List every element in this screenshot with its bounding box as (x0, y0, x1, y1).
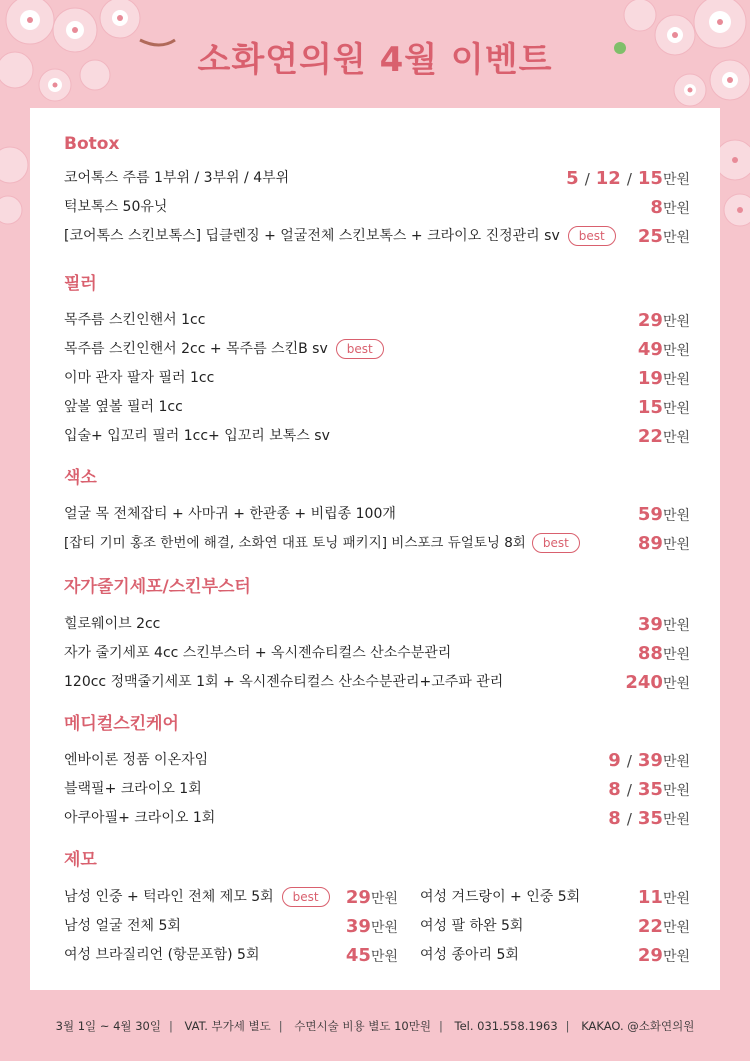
list-item (64, 639, 690, 668)
kakao-id: KAKAO. @소화연의원 (581, 1019, 695, 1033)
list-item (64, 164, 690, 193)
item-label: 여성 브라질리언 (항문포함) 5회 (64, 947, 260, 963)
list-item (64, 500, 690, 529)
item-price: 39만원 (345, 916, 398, 937)
item-label: 목주름 스킨인핸서 1cc (64, 312, 206, 328)
list-item (420, 912, 690, 941)
list-item (64, 422, 690, 451)
list-item (64, 746, 690, 775)
item-price: 9 / 39만원 (608, 750, 690, 771)
best-badge: best (336, 339, 384, 359)
list-row (64, 883, 690, 912)
item-price: 8 / 35만원 (608, 779, 690, 800)
item-label: 앞볼 옆볼 필러 1cc (64, 399, 183, 415)
item-price: 22만원 (637, 426, 690, 447)
list-item (64, 364, 690, 393)
item-price: 59만원 (637, 504, 690, 525)
list-row (64, 941, 690, 970)
phone-number: Tel. 031.558.1963 (454, 1019, 558, 1033)
item-price: 45만원 (345, 945, 398, 966)
item-price: 11만원 (637, 887, 690, 908)
list-item (64, 912, 398, 941)
item-label: 자가 줄기세포 4cc 스킨부스터 + 옥시젠슈티컬스 산소수분관리 (64, 645, 452, 661)
event-period: 3월 1일 ~ 4월 30일 (55, 1019, 161, 1033)
list-item (64, 306, 690, 335)
item-price: 25만원 (637, 226, 690, 247)
list-item (64, 193, 690, 222)
event-menu-card (30, 108, 720, 990)
sedation-note: 수면시술 비용 별도 10만원 (294, 1019, 431, 1033)
item-label: 남성 인중 + 턱라인 전체 제모 5회 best (64, 883, 330, 912)
item-label: 남성 얼굴 전체 5회 (64, 918, 181, 934)
section-title: 메디컬스킨케어 (64, 714, 179, 734)
item-label: 120cc 정맥줄기세포 1회 + 옥시젠슈티컬스 산소수분관리+고주파 관리 (64, 674, 504, 690)
item-label: 블랙필+ 크라이오 1회 (64, 781, 202, 797)
item-price: 29만원 (345, 887, 398, 908)
item-price: 29만원 (637, 310, 690, 331)
item-label: [잡티 기미 홍조 한번에 해결, 소화연 대표 토닝 패키지] 비스포크 듀얼토닝 8회 best (64, 529, 580, 558)
list-item (420, 941, 690, 970)
section-title: 자가줄기세포/스킨부스터 (64, 577, 251, 597)
item-label: 코어톡스 주름 1부위 / 3부위 / 4부위 (64, 170, 290, 186)
list-item (64, 610, 690, 639)
item-label: 여성 팔 하완 5회 (420, 918, 524, 934)
item-price: 240만원 (625, 672, 690, 693)
item-price: 8 / 35만원 (608, 808, 690, 829)
item-label: 힐로웨이브 2cc (64, 616, 161, 632)
item-price: 89만원 (637, 533, 690, 554)
item-price: 49만원 (637, 339, 690, 360)
item-price: 19만원 (637, 368, 690, 389)
item-price: 15만원 (637, 397, 690, 418)
item-label: 턱보톡스 50유닛 (64, 199, 168, 215)
best-badge: best (532, 533, 580, 553)
item-label: 아쿠아필+ 크라이오 1회 (64, 810, 216, 826)
list-item (64, 529, 690, 558)
item-label: 목주름 스킨인핸서 2cc + 목주름 스킨B sv best (64, 335, 384, 364)
section-title: 제모 (64, 850, 97, 870)
section-pigment (64, 466, 690, 558)
vat-note: VAT. 부가세 별도 (184, 1019, 271, 1033)
item-label: 엔바이론 정품 이온자임 (64, 752, 209, 768)
item-price: 8만원 (650, 197, 690, 218)
section-title: 색소 (64, 468, 97, 488)
list-item (64, 883, 398, 912)
best-badge: best (282, 887, 330, 907)
section-stemcell (64, 575, 690, 697)
list-item (64, 941, 398, 970)
item-price: 22만원 (637, 916, 690, 937)
item-label: [코어톡스 스킨보톡스] 딥클렌징 + 얼굴전체 스킨보톡스 + 크라이오 진정관리 sv best (64, 222, 616, 251)
item-label: 얼굴 목 전체잡티 + 사마귀 + 한관종 + 비립종 100개 (64, 506, 396, 522)
section-hair-removal (64, 848, 690, 970)
section-title: 필러 (64, 274, 97, 294)
item-price: 88만원 (637, 643, 690, 664)
list-item (64, 335, 690, 364)
item-label: 이마 관자 팔자 필러 1cc (64, 370, 215, 386)
item-price: 5 / 12 / 15만원 (566, 168, 690, 189)
list-item (64, 775, 690, 804)
item-label: 여성 종아리 5회 (420, 947, 519, 963)
section-filler (64, 272, 690, 451)
item-price: 29만원 (637, 945, 690, 966)
best-badge: best (568, 226, 616, 246)
item-price: 39만원 (637, 614, 690, 635)
list-item (420, 883, 690, 912)
section-medical (64, 712, 690, 833)
list-item (64, 804, 690, 833)
list-row (64, 912, 690, 941)
item-label: 입술+ 입꼬리 필러 1cc+ 입꼬리 보톡스 sv (64, 428, 330, 444)
section-botox (64, 132, 690, 251)
list-item (64, 222, 690, 251)
list-item (64, 668, 690, 697)
list-item (64, 393, 690, 422)
page-title: 소화연의원 4월 이벤트 (197, 40, 553, 80)
item-label: 여성 겨드랑이 + 인중 5회 (420, 889, 581, 905)
section-title: Botox (64, 134, 120, 154)
footer-info: 3월 1일 ~ 4월 30일 | VAT. 부가세 별도 | 수면시술 비용 별도 10만원 | Tel. 031.558.1963 | KAKAO. @소화연의원 (55, 1019, 695, 1033)
